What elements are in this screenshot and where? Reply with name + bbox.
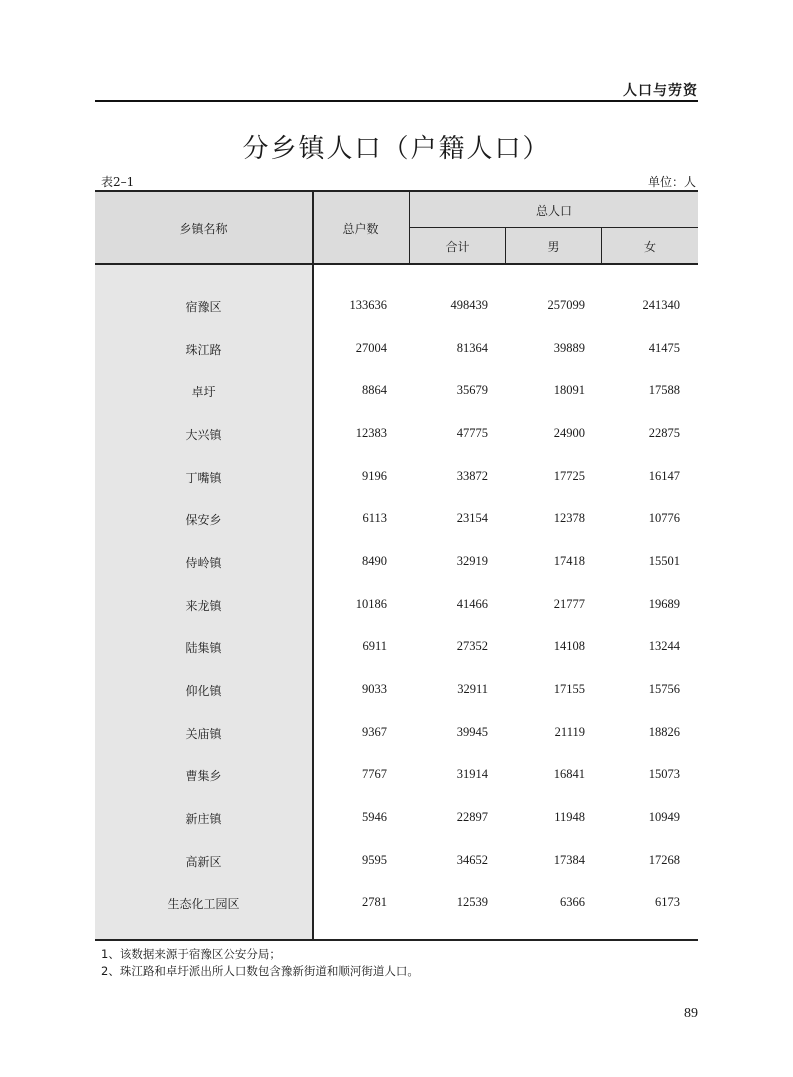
town-name: 高新区 (185, 855, 222, 869)
households-cell: 133636 (349, 298, 387, 312)
header-population: 总人口 (535, 204, 572, 218)
table-row (95, 764, 698, 784)
female-cell: 13244 (648, 639, 680, 653)
female-cell: 15756 (648, 682, 680, 696)
total-cell: 33872 (456, 469, 488, 483)
header-name: 乡镇名称 (179, 222, 228, 236)
note-line: 1、该数据来源于宿豫区公安分局； (101, 947, 281, 961)
male-cell: 17418 (553, 554, 585, 568)
table-bottom-rule (95, 939, 698, 941)
town-name: 曹集乡 (185, 769, 222, 783)
page-number: 89 (684, 1006, 698, 1021)
table-row (95, 338, 698, 358)
male-cell: 39889 (553, 341, 585, 355)
female-cell: 6173 (655, 895, 680, 909)
table-row (95, 594, 698, 614)
male-cell: 14108 (553, 639, 585, 653)
total-cell: 27352 (456, 639, 488, 653)
table-row (95, 508, 698, 528)
households-cell: 10186 (355, 597, 387, 611)
header-female: 女 (643, 240, 656, 254)
female-cell: 10949 (648, 810, 680, 824)
male-cell: 17384 (553, 853, 585, 867)
households-cell: 9367 (362, 725, 387, 739)
male-cell: 21777 (553, 597, 585, 611)
total-cell: 47775 (456, 426, 488, 440)
table-row (95, 892, 698, 912)
households-cell: 8490 (362, 554, 387, 568)
table-code: 表2–1 (101, 175, 135, 189)
total-cell: 35679 (456, 383, 488, 397)
households-cell: 7767 (362, 767, 387, 781)
female-cell: 18826 (648, 725, 680, 739)
female-cell: 10776 (648, 511, 680, 525)
town-name: 大兴镇 (185, 428, 222, 442)
households-cell: 27004 (355, 341, 387, 355)
header-households: 总户数 (342, 222, 379, 236)
header-bottom-rule (95, 263, 698, 265)
table-row (95, 722, 698, 742)
table-row (95, 466, 698, 486)
table-row (95, 295, 698, 315)
town-name: 新庄镇 (185, 812, 222, 826)
town-name: 宿豫区 (185, 300, 222, 314)
male-cell: 257099 (547, 298, 585, 312)
table-row (95, 380, 698, 400)
table-row (95, 423, 698, 443)
note-line: 2、珠江路和卓圩派出所人口数包含豫新街道和顺河街道人口。 (101, 964, 419, 978)
total-cell: 12539 (456, 895, 488, 909)
female-cell: 22875 (648, 426, 680, 440)
header-male: 男 (547, 240, 560, 254)
table-top-rule (95, 190, 698, 192)
town-name: 陆集镇 (185, 641, 222, 655)
table-row (95, 636, 698, 656)
total-cell: 81364 (456, 341, 488, 355)
table-row (95, 807, 698, 827)
households-cell: 6911 (362, 639, 387, 653)
households-cell: 6113 (362, 511, 387, 525)
town-name: 来龙镇 (185, 599, 222, 613)
households-cell: 9595 (362, 853, 387, 867)
households-cell: 8864 (362, 383, 387, 397)
town-name: 卓圩 (191, 385, 216, 399)
town-name: 保安乡 (185, 513, 222, 527)
total-cell: 39945 (456, 725, 488, 739)
population-table (95, 190, 698, 941)
section-title: 人口与劳资 (623, 83, 698, 99)
households-cell: 5946 (362, 810, 387, 824)
female-cell: 41475 (648, 341, 680, 355)
total-cell: 32911 (457, 682, 488, 696)
male-cell: 18091 (553, 383, 585, 397)
total-cell: 22897 (456, 810, 488, 824)
male-cell: 21119 (554, 725, 585, 739)
female-cell: 241340 (642, 298, 680, 312)
header-total: 合计 (445, 240, 470, 254)
female-cell: 16147 (648, 469, 680, 483)
town-name: 珠江路 (185, 343, 222, 357)
male-cell: 12378 (553, 511, 585, 525)
subheader-rule (410, 227, 698, 228)
male-cell: 17725 (553, 469, 585, 483)
table-notes (101, 946, 419, 980)
unit-label: 单位：人 (647, 175, 696, 189)
total-cell: 498439 (450, 298, 488, 312)
male-cell: 11948 (554, 810, 585, 824)
table-row (95, 679, 698, 699)
male-cell: 16841 (553, 767, 585, 781)
page-title: 分乡镇人口（户籍人口） (242, 134, 551, 164)
households-cell: 2781 (362, 895, 387, 909)
households-cell: 9033 (362, 682, 387, 696)
female-cell: 15501 (648, 554, 680, 568)
header-rule (95, 100, 698, 102)
total-cell: 31914 (456, 767, 488, 781)
total-cell: 23154 (456, 511, 488, 525)
female-cell: 17268 (648, 853, 680, 867)
total-cell: 34652 (456, 853, 488, 867)
town-name: 丁嘴镇 (185, 471, 222, 485)
male-cell: 24900 (553, 426, 585, 440)
female-cell: 17588 (648, 383, 680, 397)
town-name: 侍岭镇 (185, 556, 222, 570)
table-row (95, 850, 698, 870)
town-name: 生态化工园区 (167, 897, 240, 911)
female-cell: 19689 (648, 597, 680, 611)
town-name: 关庙镇 (185, 727, 222, 741)
total-cell: 41466 (456, 597, 488, 611)
households-cell: 9196 (362, 469, 387, 483)
male-cell: 17155 (553, 682, 585, 696)
households-cell: 12383 (355, 426, 387, 440)
total-cell: 32919 (456, 554, 488, 568)
table-row (95, 551, 698, 571)
male-cell: 6366 (560, 895, 585, 909)
town-name: 仰化镇 (185, 684, 222, 698)
female-cell: 15073 (648, 767, 680, 781)
